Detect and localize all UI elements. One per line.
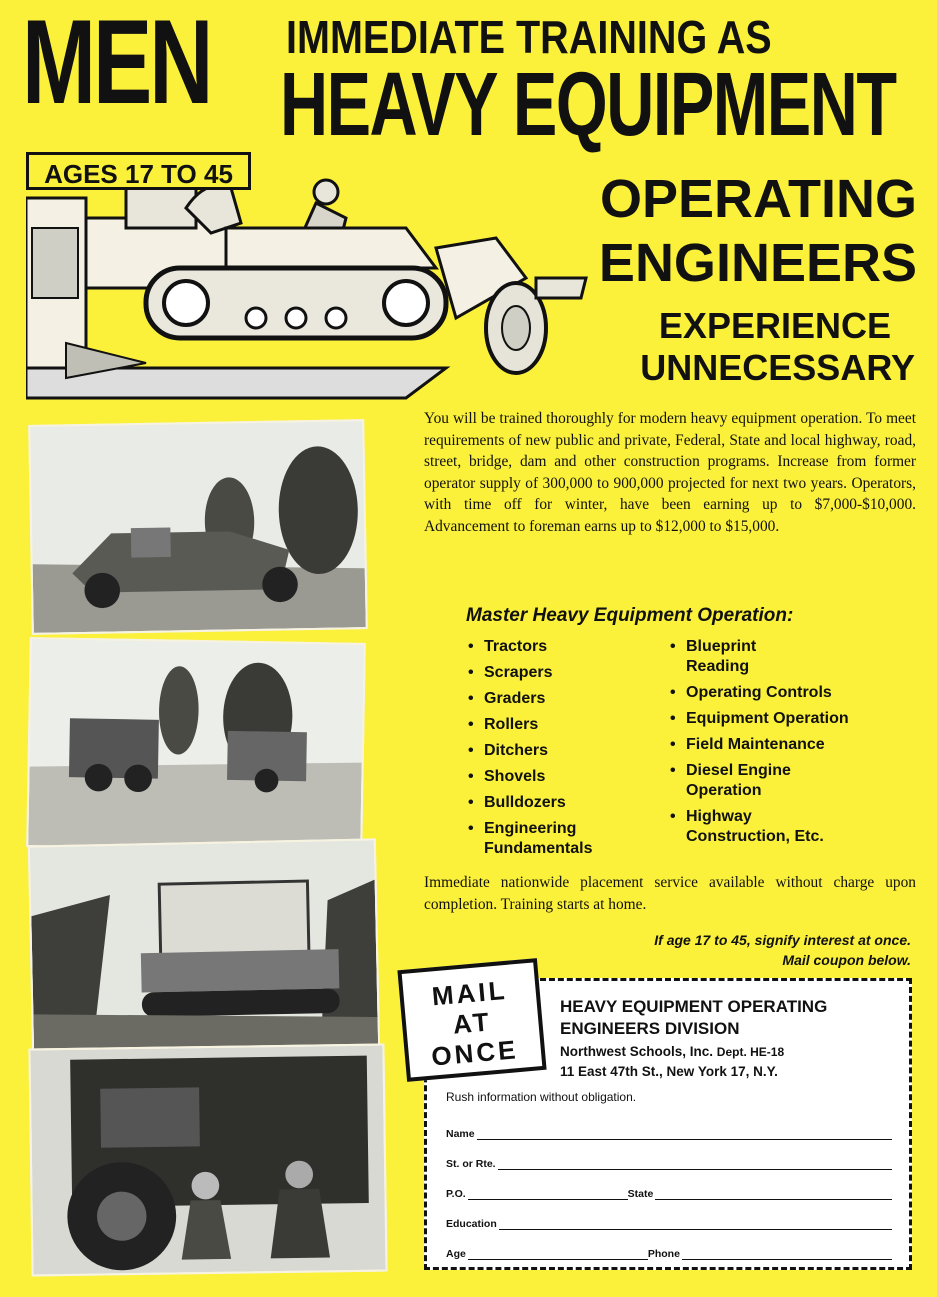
education-field[interactable]	[446, 1214, 892, 1230]
at-word: AT	[451, 1006, 493, 1040]
list-item: • Rollers	[468, 715, 658, 735]
street-address: 11 East 47th St., New York 17, N.Y.	[560, 1064, 778, 1079]
skills-list-right	[670, 637, 900, 853]
po-label: P.O.	[446, 1188, 466, 1200]
placement-text: Immediate nationwide placement service available without charge upon completion. Training starts at home.	[424, 874, 916, 913]
headline-immediate-training: IMMEDIATE TRAINING AS	[286, 11, 772, 63]
age-note	[654, 930, 911, 970]
headline-engineers: ENGINEERS	[598, 233, 917, 293]
list-item: • Blueprint Reading	[670, 637, 796, 677]
list-item: • Bulldozers	[468, 793, 658, 813]
coupon-address	[560, 1042, 784, 1082]
men-headline: MEN	[22, 0, 211, 129]
headline-unnecessary: UNNECESSARY	[640, 347, 915, 388]
street-label: St. or Rte.	[446, 1158, 496, 1170]
list-item: • Diesel Engine Operation	[670, 761, 816, 801]
headline-experience: EXPERIENCE	[658, 305, 891, 346]
list-subheading: Master Heavy Equipment Operation:	[466, 605, 794, 626]
mechanics-photo	[28, 1044, 387, 1277]
phone-label: Phone	[647, 1248, 680, 1260]
education-label: Education	[446, 1218, 497, 1230]
headline-heavy-equipment: HEAVY EQUIPMENT	[280, 55, 896, 155]
headline-operating: OPERATING	[599, 169, 917, 229]
once-word: ONCE	[430, 1034, 520, 1072]
name-label: Name	[446, 1128, 475, 1140]
coupon-title-line: HEAVY EQUIPMENT OPERATING	[560, 997, 828, 1016]
list-item: • Ditchers	[468, 741, 658, 761]
list-item: • Highway Construction, Etc.	[670, 807, 856, 847]
list-item: • Equipment Operation	[670, 709, 900, 729]
list-item: • Tractors	[468, 637, 658, 657]
age-label: Age	[446, 1248, 466, 1260]
list-item: • Scrapers	[468, 663, 658, 683]
ages-badge: AGES 17 TO 45	[26, 152, 251, 190]
crane-photo	[28, 838, 380, 1055]
trucks-photo	[26, 637, 366, 853]
age-note-line: Mail coupon below.	[782, 952, 911, 968]
rush-text: Rush information without obligation.	[446, 1090, 637, 1104]
body-text: You will be trained thoroughly for modern heavy equipment operation. To meet requirements of new public and private, Federal, State and local highway, road, street, bridge, dam and other construction programs. Increase from former operator supply of 300,000 to 900,000 projected for next two years. Operators, with time off for winter, have been earning up to $7,000-$10,000. Advancement to foreman earns up to $12,000 to $15,000.	[424, 410, 916, 535]
list-item: • Graders	[468, 689, 658, 709]
list-item: • Operating Controls	[670, 683, 900, 703]
name-field[interactable]	[446, 1124, 892, 1140]
po-state-field[interactable]	[446, 1184, 892, 1200]
street-field[interactable]	[446, 1154, 892, 1170]
age-note-line: If age 17 to 45, signify interest at once.	[654, 932, 911, 948]
mail-word: MAIL	[430, 974, 509, 1012]
age-phone-field[interactable]	[446, 1244, 892, 1260]
coupon-title	[560, 996, 827, 1040]
mail-at-once-stamp	[397, 958, 546, 1082]
list-item: • Field Maintenance	[670, 735, 900, 755]
bulldozer-illustration	[26, 168, 596, 408]
scraper-photo	[28, 419, 368, 635]
dept-code: Dept. HE-18	[716, 1045, 785, 1059]
state-label: State	[627, 1188, 654, 1200]
skills-list-left	[468, 637, 658, 865]
company-name: Northwest Schools, Inc.	[560, 1044, 714, 1059]
coupon-title-line: ENGINEERS DIVISION	[560, 1019, 740, 1038]
list-item: • Shovels	[468, 767, 658, 787]
list-item: • Engineering Fundamentals	[468, 819, 624, 859]
